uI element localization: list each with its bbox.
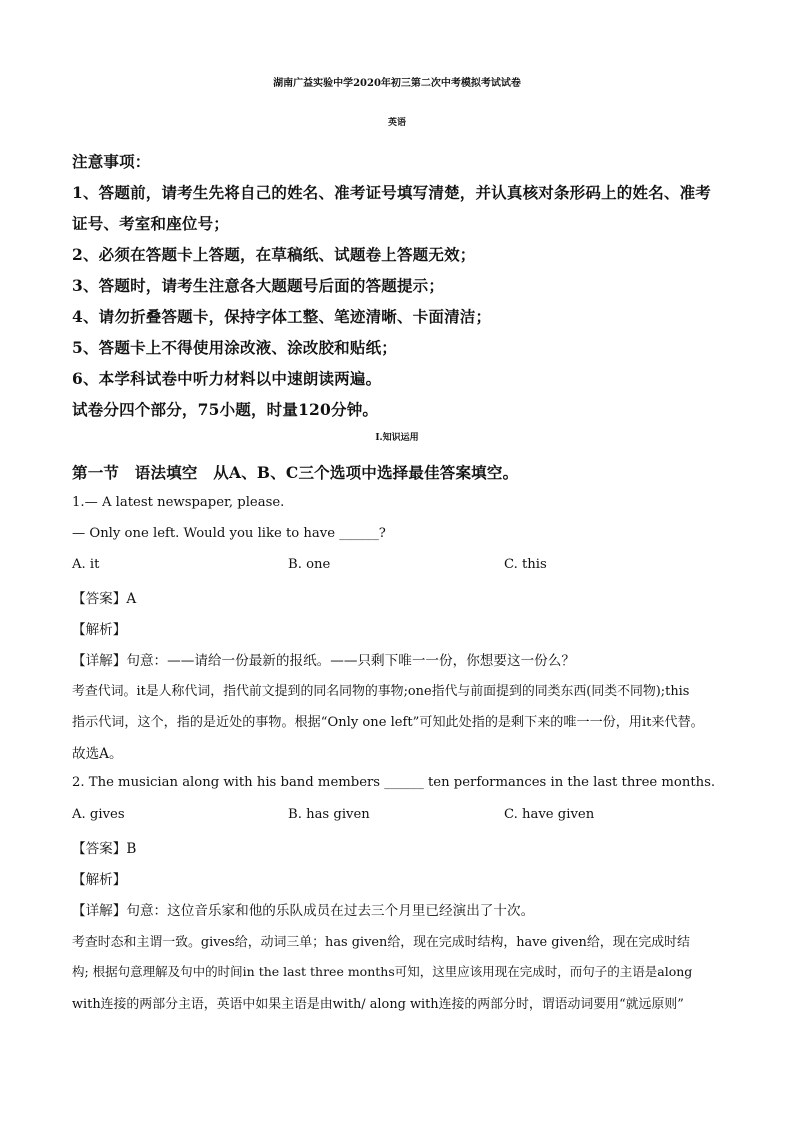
question-2-stem-line-1: 2. The musician along with his band members ______ ten performances in the last three months. [72,775,716,790]
question-2-detail-line-1: 【详解】句意：这位音乐家和他的乐队成员在过去三个月里已经演出了十次。 [72,903,535,919]
notice-item-6: 6、本学科试卷中听力材料以中速朗读两遍。 [72,369,382,388]
question-2-option-c: C. have given [504,807,595,822]
part-title: I.知识运用 [375,433,419,443]
notice-item-4: 4、请勿折叠答题卡，保持字体工整、笔迹清晰、卡面清洁； [72,307,492,326]
notice-item-5: 5、答题卡上不得使用涂改液、涂改胶和贴纸； [72,338,397,357]
question-1-answer: 【答案】A [72,591,137,607]
question-1-option-b: B. one [288,557,331,572]
question-1-stem-line-1: 1.— A latest newspaper, please. [72,495,285,510]
question-1-detail-line-1: 【详解】句意：——请给一份最新的报纸。——只剩下唯一一份，你想要这一份么？ [72,653,575,669]
question-2-option-b: B. has given [288,807,370,822]
question-2-detail-line-3: 构; 根据句意理解及句中的时间in the last three months可知，这里应该用现在完成时，而句子的主语是along [72,964,693,979]
question-1-detail-line-3: 指示代词，这个，指的是近处的事物。根据“Only one left”可知此处指的是剩下来的唯一一份，用it来代替。 [72,715,704,730]
question-1-analysis-label: 【解析】 [72,622,127,638]
question-1-detail-line-2: 考查代词。it是人称代词，指代前文提到的同名同物的事物;one指代与前面提到的同类东西(同类不同物);this [72,684,690,699]
question-2-detail-line-2: 考查时态和主谓一致。gives给，动词三单；has given给，现在完成时结构，have given给，现在完成时结 [72,935,690,950]
notice-item-3: 3、答题时，请考生注意各大题题号后面的答题提示； [72,276,445,295]
question-1-stem-line-2: — Only one left. Would you like to have ______? [72,526,386,541]
notice-item-2: 2、必须在答题卡上答题，在草稿纸、试题卷上答题无效； [72,245,476,264]
question-1-option-c: C. this [504,557,547,572]
question-2-analysis-label: 【解析】 [72,872,127,888]
question-2-detail-line-4: with连接的两部分主语，英语中如果主语是由with/ along with连接的两部分时，谓语动词要用“就远原则” [72,997,684,1012]
question-2-answer: 【答案】B [72,841,137,857]
notice-summary: 试卷分四个部分，75小题，时量120分钟。 [72,400,379,419]
notice-item-1-line-1: 1、答题前，请考生先将自己的姓名、准考证号填写清楚，并认真核对条形码上的姓名、准考 [72,183,711,202]
exam-subject: 英语 [387,118,406,128]
section-heading: 第一节 语法填空 从A、B、C三个选项中选择最佳答案填空。 [72,463,519,482]
question-1-option-a: A. it [72,557,100,572]
question-2-option-a: A. gives [72,807,125,822]
notice-item-1-line-2: 证号、考室和座位号； [72,214,230,233]
question-1-detail-line-4: 故选A。 [72,746,123,762]
exam-title: 湖南广益实验中学2020年初三第二次中考模拟考试试卷 [273,78,521,89]
notice-heading: 注意事项： [72,152,151,171]
